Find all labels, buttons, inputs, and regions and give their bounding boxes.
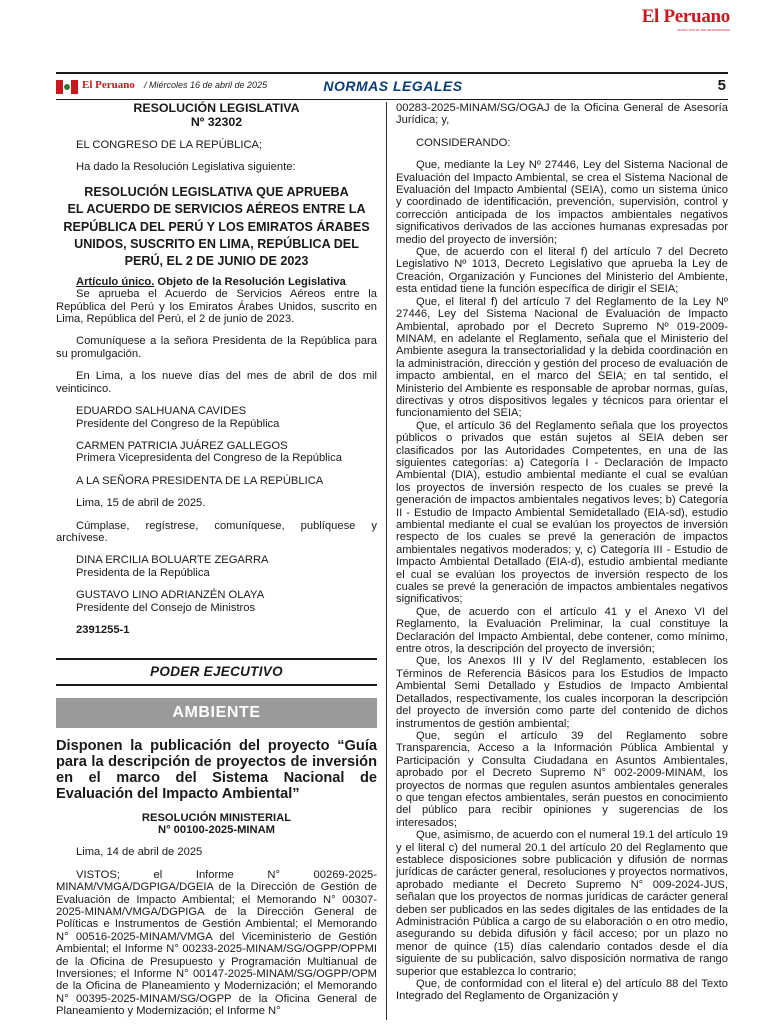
addressee-line: A LA SEÑORA PRESIDENTA DE LA REPÚBLICA	[76, 474, 324, 487]
articulo-heading	[56, 276, 377, 288]
header-date: / Miércoles 16 de abril de 2025	[144, 80, 268, 90]
law-title-line: PERÚ, EL 2 DE JUNIO DE 2023	[124, 254, 309, 269]
signatory-name: EDUARDO SALHUANA CAVIDES	[76, 405, 247, 418]
header-section: NORMAS LEGALES	[323, 78, 463, 94]
considerando-paragraph: Que, de acuerdo con el artículo 41 y el Anexo VI del Reglamento, la Evaluación Preliminar, la cual constituye la Declaración del Impacto Ambiental, debe contener, como mínimo, entre otros, la descripción del proyecto de inversión;	[396, 605, 728, 656]
comuniquese-text: Comuníquese a la señora Presidenta de la República para su promulgación.	[56, 335, 377, 360]
rm-number: N° 00100-2025-MINAM	[157, 824, 275, 837]
signatory-role: Presidente del Consejo de Ministros	[76, 601, 256, 614]
page-header	[56, 76, 728, 98]
articulo-heading-text: Objeto de la Resolución Legislativa	[154, 275, 346, 288]
law-title-line: RESOLUCIÓN LEGISLATIVA QUE APRUEBA	[84, 184, 349, 199]
resolution-title: RESOLUCIÓN LEGISLATIVA	[133, 101, 300, 115]
header-rule-top	[56, 72, 728, 74]
peru-shield-icon	[56, 80, 78, 94]
rm-title: RESOLUCIÓN MINISTERIAL	[141, 812, 292, 825]
congreso-line: EL CONGRESO DE LA REPÚBLICA;	[76, 139, 263, 151]
considerando-paragraph: Que, mediante la Ley Nº 27446, Ley del Sistema Nacional de Evaluación del Impacto Ambiental, se crea el Sistema Nacional de Evaluación del Impacto Ambiental (SEIA), como un sistema único y coordinado de identificación, prevención, supervisión, control y corrección anticipada de los impactos ambientales negativos significativos derivados de las acciones humanas expresadas por medio del proyecto de inversión;	[396, 159, 728, 246]
masthead-brand: El Peruano	[641, 6, 730, 27]
considerando-paragraph: Que, el artículo 36 del Reglamento señala que los proyectos públicos o privados que están sujetos al SEIA deben ser clasificados por las Autoridades Competentes, en una de las siguientes categorías: a) Categoría I - Declaración de Impacto Ambiental (DIA), estudio ambiental mediante el cual se evalúan los proyectos de inversión respecto de los cuales se prevé la generación de impactos ambientales negativos leves; b) Categoría II - Estudio de Impacto Ambiental Semidetallado (EIA-sd), estudio ambiental mediante el cual se evalúan los proyectos de inversión respecto de los cuales se prevé la generación de impactos ambientales negativos moderados; y, c) Categoría III - Estudio de Impacto Ambiental Detallado (EIA-d), estudio ambiental mediante el cual se evalúan los proyectos de inversión respecto de los cuales se prevé la generación de impactos ambientales negativos significativos;	[396, 419, 728, 606]
signatory-name: CARMEN PATRICIA JUÁREZ GALLEGOS	[76, 439, 288, 452]
articulo-text: Se aprueba el Acuerdo de Servicios Aéreos entre la República del Perú y los Emiratos Árabes Unidos, suscrito en Lima, República del Perú, el 2 de junio de 2023.	[56, 288, 377, 326]
considerando-paragraph: Que, según el artículo 39 del Reglamento sobre Transparencia, Acceso a la Información Pública Ambiental y Participación y Consulta Ciudadana en Asuntos Ambientales, aprobado por el Decreto Supremo N° 002-2009-MINAM, los proyectos de normas que regulen asuntos ambientales generales o que tengan efectos ambientales, serán puestos en conocimiento del público para recibir opiniones y sugerencias de los interesados;	[396, 729, 728, 829]
masthead-subtitle: DIARIO OFICIAL DEL BICENTENARIO	[677, 28, 730, 32]
left-column	[56, 102, 377, 1018]
en-lima-text: En Lima, a los nueve días del mes de abril de dos mil veinticinco.	[56, 370, 377, 395]
column-divider	[386, 102, 387, 1020]
signatory-role: Presidente del Congreso de la República	[76, 417, 280, 430]
page-number: 5	[717, 77, 726, 94]
signatory-role: Presidenta de la República	[76, 566, 210, 579]
law-title	[56, 184, 377, 271]
document-code: 2391255-1	[76, 623, 130, 636]
considerando-heading: CONSIDERANDO:	[416, 136, 511, 149]
continued-text: 00283-2025-MINAM/SG/OGAJ de la Oficina General de Asesoría Jurídica; y,	[396, 102, 728, 127]
considerando-paragraph: Que, asimismo, de acuerdo con el numeral 19.1 del artículo 19 y el literal c) del numeral 20.1 del artículo 20 del Reglamento que establece disposiciones sobre publicación y difusión de normas jurídicas de carácter general, resoluciones y proyectos normativos, aprobado mediante el Decreto Supremo N° 009-2024-JUS, señalan que los proyectos de normas jurídicas de carácter general deben ser publicados en las sedes digitales de las entidades de la Administración Pública a cargo de su elaboración o en otro medio, asegurando su debida difusión y fácil acceso; por un plazo no menor de quince (15) días calendario contados desde el día siguiente de su publicación, salvo disposición normativa de rango superior que establezca lo contrario;	[396, 829, 728, 978]
considerando-paragraph: Que, de conformidad con el literal e) del artículo 88 del Texto Integrado del Reglamento de Organización y	[396, 978, 728, 1003]
law-title-line: EL ACUERDO DE SERVICIOS AÉREOS ENTRE LA	[67, 202, 366, 217]
law-title-line: REPÚBLICA DEL PERÚ Y LOS EMIRATOS ÁRABES	[63, 219, 370, 234]
ha-dado-line: Ha dado la Resolución Legislativa siguiente:	[76, 161, 296, 174]
articulo-label: Artículo único.	[76, 275, 155, 288]
signatory-role: Primera Vicepresidenta del Congreso de la República	[76, 452, 342, 465]
poder-ejecutivo-bar: PODER EJECUTIVO	[56, 658, 377, 686]
right-column	[396, 102, 728, 1003]
ambiente-bar: AMBIENTE	[56, 698, 377, 728]
header-rule-bottom	[56, 99, 728, 100]
vistos-text: VISTOS; el Informe N° 00269-2025-MINAM/VMGA/DGPIGA/DGEIA de la Dirección de Gestión de Evaluación de Impacto Ambiental; el Memorando N° 00307-2025-MINAM/VMGA/DGPIGA de la Dirección General de Políticas e Instrumentos de Gestión Ambiental; el Memorando N° 00516-2025-MINAM/VMGA del Viceministerio de Gestión Ambiental; el Informe N° 00233-2025-MINAM/SG/OGPP/OPPMI de la Oficina de Presupuesto y Programación Multianual de Inversiones; el Informe N° 00147-2025-MINAM/SG/OGPP/OPM de la Oficina de Planeamiento y Modernización; el Memorando N° 00395-2025-MINAM/SG/OGPP de la Oficina General de Planeamiento y Modernización; el Informe N°	[56, 868, 377, 1018]
lima-date: Lima, 15 de abril de 2025.	[76, 497, 206, 510]
considerando-paragraph: Que, de acuerdo con el literal f) del artículo 7 del Decreto Legislativo Nº 1013, Decreto Legislativo que aprueba la Ley de Creación, Organización y Funciones del Ministerio del Ambiente, esta entidad tiene la función específica de dirigir el SEIA;	[396, 246, 728, 296]
signatory-name: GUSTAVO LINO ADRIANZÉN OLAYA	[76, 589, 265, 602]
resolution-number: Nº 32302	[190, 114, 243, 129]
disponen-title: Disponen la publicación del proyecto “Guía para la descripción de proyectos de inversión en el marco del Sistema Nacional de Evaluación del Impacto Ambiental”	[56, 738, 377, 803]
lima-14-date: Lima, 14 de abril de 2025	[76, 846, 203, 859]
cumplase-text: Cúmplase, regístrese, comuníquese, publíquese y archívese.	[56, 519, 377, 544]
considerando-paragraph: Que, los Anexos III y IV del Reglamento, establecen los Términos de Referencia Básicos para los Estudios de Impacto Ambiental Semi Detallado y Estudios de Impacto Ambiental Detallados, respectivamente, los cuales incorporan la descripción del proyecto de inversión como parte del contenido de dichos instrumentos de gestión ambiental;	[396, 655, 728, 730]
signatory-name: DINA ERCILIA BOLUARTE ZEGARRA	[76, 554, 269, 567]
considerando-paragraph: Que, el literal f) del artículo 7 del Reglamento de la Ley Nº 27446, Ley del Sistema Nacional de Evaluación de Impacto Ambiental, aprobado por el Decreto Supremo Nº 019-2009-MINAM, en adelante el Reglamento, señala que el Ministerio del Ambiente asegura la transectorialidad y la debida coordinación en la administración, dirección y gestión del proceso de evaluación de impacto ambiental, en el marco del SEIA; en tal sentido, el Ministerio del Ambiente es responsable de aprobar normas, guías, directivas y otros dispositivos legales y técnicos para orientar el funcionamiento del SEIA;	[396, 295, 728, 420]
law-title-line: UNIDOS, SUSCRITO EN LIMA, REPÚBLICA DEL	[74, 237, 359, 252]
header-logo: El Peruano	[82, 79, 135, 91]
